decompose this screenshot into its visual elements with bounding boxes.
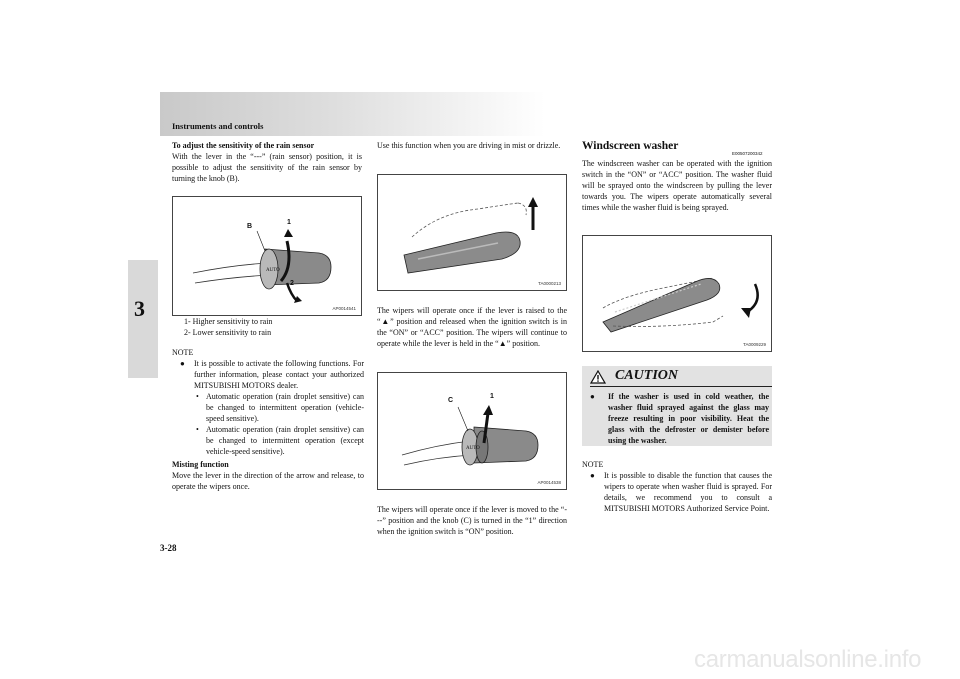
figure1-code: AP0014541: [332, 306, 356, 311]
figure1-label-b: B: [247, 223, 253, 230]
svg-text:AUTO: AUTO: [466, 446, 480, 451]
bullet-icon: ●: [590, 471, 595, 480]
washer-section-code: E00507200342: [732, 151, 763, 156]
legend-item: 2- Lower sensitivity to rain: [184, 328, 272, 337]
note-sub-text: Automatic operation (rain droplet sensitive) can be changed to intermittent operation (vehicle-speed sensitive).: [206, 392, 364, 423]
lever-knob-b-illustration: [173, 197, 361, 315]
lever-raise-illustration: [378, 175, 566, 290]
note-label: NOTE: [582, 460, 604, 469]
watermark: carmanualsonline.info: [694, 646, 922, 673]
figure-washer-lever: [582, 235, 772, 352]
caution-divider: [590, 386, 772, 387]
column-2-intro: Use this function when you are driving in mist or drizzle.: [377, 141, 561, 150]
figure3-label-1: 1: [490, 393, 494, 400]
rain-sensor-text: With the lever in the “---” (rain sensor) position, it is possible to adjust the sensitivity of the rain sensor by turning the knob (B).: [172, 152, 362, 183]
sub-bullet-icon: •: [196, 425, 199, 434]
lever-pull-illustration: [583, 236, 771, 351]
note-text: It is possible to disable the function that causes the wipers to operate when washer fluid is sprayed. For details, we recommend you to consult a MITSUBISHI MOTORS Authorized Service Point.: [604, 471, 772, 513]
figure-mist-lever: [377, 174, 567, 291]
note-bullet: [172, 358, 364, 391]
figure1-label-2: 2: [290, 280, 294, 287]
note-sub-item: [172, 391, 364, 424]
note-text: It is possible to activate the following functions. For further information, please contact your authorized MITSUBISHI MOTORS dealer.: [194, 359, 364, 390]
sub-bullet-icon: •: [196, 392, 199, 401]
misting-text: Move the lever in the direction of the arrow and release, to operate the wipers once.: [172, 471, 364, 491]
figure1-legend: [184, 316, 364, 338]
lever-knob-c-illustration: [378, 373, 566, 489]
section-header-title: Instruments and controls: [172, 121, 264, 131]
rain-sensor-heading: To adjust the sensitivity of the rain sensor: [172, 141, 315, 150]
svg-text:AUTO: AUTO: [266, 268, 280, 273]
caution-body: [586, 391, 769, 446]
note-label: NOTE: [172, 348, 194, 357]
note-sub-text: Automatic operation (rain droplet sensitive) can be changed to intermittent operation (except vehicle-speed sensitive).: [206, 425, 364, 456]
washer-text: The windscreen washer can be operated with the ignition switch in the “ON” or “ACC” position. The washer fluid will be sprayed onto the windscreen by pulling the lever towards you. The wipers operate automatically several times while the washer fluid is being sprayed.: [582, 159, 772, 212]
figure-rain-sensor-knob: [172, 196, 362, 316]
caution-bullet: [586, 391, 769, 446]
figure3-code: AP0014538: [537, 480, 561, 485]
figure1-label-1: 1: [287, 219, 291, 226]
figure-knob-c: [377, 372, 567, 490]
figure3-label-c: C: [448, 397, 454, 404]
column-2-para2: The wipers will operate once if the lever is moved to the “---” position and the knob (C) is turned in the “1” direction when the ignition switch is “ON” position.: [377, 505, 567, 536]
column-1: [172, 140, 362, 184]
washer-section-title: Windscreen washer: [582, 140, 679, 152]
column-1-note: [172, 347, 364, 492]
bullet-icon: ●: [590, 392, 595, 401]
note-sub-item: [172, 424, 364, 457]
page-number: 3-28: [160, 543, 177, 553]
caution-title: CAUTION: [615, 368, 679, 383]
column-2-para1: The wipers will operate once if the lever is raised to the “▲” position and released when the ignition switch is in the “ON” or “ACC” position. The wipers will continue to operate while the lever is held in the “▲” position.: [377, 306, 567, 348]
chapter-tab-number: 3: [134, 296, 145, 321]
column-3-note: [582, 459, 772, 514]
bullet-icon: ●: [180, 359, 185, 368]
warning-triangle-icon: [590, 370, 606, 384]
note-bullet: [582, 470, 772, 514]
legend-item: 1- Higher sensitivity to rain: [184, 317, 273, 326]
figure2-code: TA0000213: [538, 281, 561, 286]
misting-heading: Misting function: [172, 460, 229, 469]
figure4-code: TA0009229: [743, 342, 766, 347]
caution-text: If the washer is used in cold weather, the washer fluid sprayed against the glass may freeze resulting in poor visibility. Heat the glass with the defroster or demister before using the washer.: [608, 392, 769, 445]
